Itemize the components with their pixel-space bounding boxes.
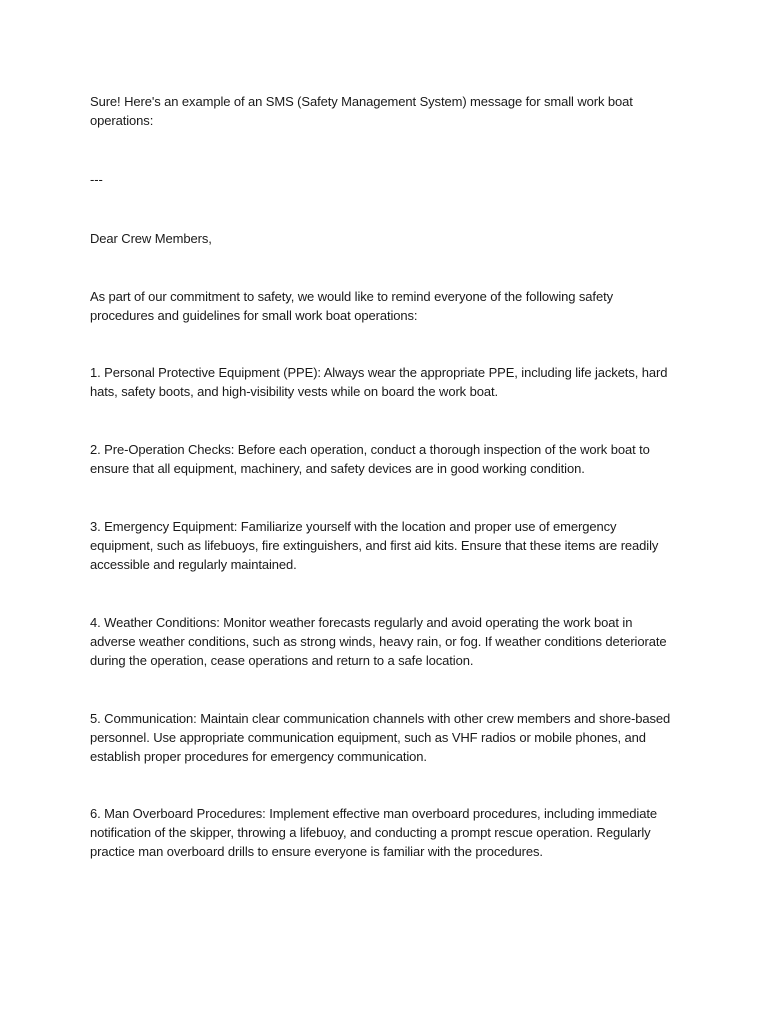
list-item: 1. Personal Protective Equipment (PPE): Always wear the appropriate PPE, including life jackets, hard hats, safety boots, and high-visibility vests while on board the work boat.: [90, 365, 668, 399]
intro-paragraph: Sure! Here's an example of an SMS (Safety Management System) message for small work boat operations:: [90, 94, 633, 128]
list-item: 5. Communication: Maintain clear communication channels with other crew members and shore-based personnel. Use appropriate communication equipment, such as VHF radios or mobile phones, and establish proper procedures for emergency communication.: [90, 711, 671, 764]
greeting-paragraph: Dear Crew Members,: [90, 231, 212, 246]
list-item: 6. Man Overboard Procedures: Implement effective man overboard procedures, including immediate notification of the skipper, throwing a lifebuoy, and conducting a prompt rescue operation. Regularly practice man overboard drills to ensure everyone is familiar with the procedures.: [90, 806, 657, 859]
list-item: 2. Pre-Operation Checks: Before each operation, conduct a thorough inspection of the work boat to ensure that all equipment, machinery, and safety devices are in good working condition.: [90, 442, 650, 476]
separator-text: ---: [90, 172, 103, 187]
list-item: 3. Emergency Equipment: Familiarize yourself with the location and proper use of emergency equipment, such as lifebuoys, fire extinguishers, and first aid kits. Ensure that these items are readily accessible and regularly maintained.: [90, 519, 659, 572]
list-item: 4. Weather Conditions: Monitor weather forecasts regularly and avoid operating the work boat in adverse weather conditions, such as strong winds, heavy rain, or fog. If weather conditions deteriorate during the operation, cease operations and return to a safe location.: [90, 615, 667, 668]
lead-paragraph: As part of our commitment to safety, we would like to remind everyone of the following safety procedures and guidelines for small work boat operations:: [90, 289, 613, 323]
